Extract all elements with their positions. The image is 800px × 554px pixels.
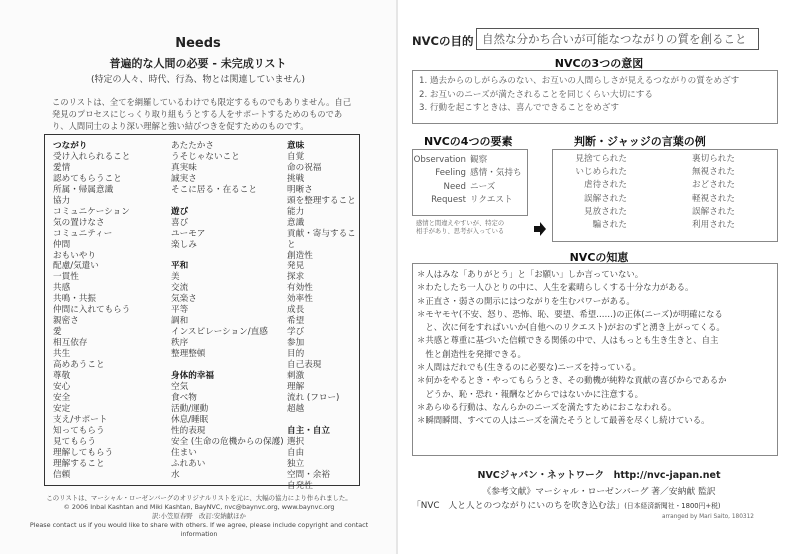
- network-footer: NVCジャパン・ネットワーク http://nvc-japan.net: [477, 470, 721, 481]
- needs-item: 信頼: [53, 469, 71, 480]
- needs-item: 尊敬: [53, 371, 71, 382]
- needs-item: 学び: [287, 327, 305, 338]
- needs-item: コミュニケーション: [53, 206, 130, 217]
- needs-item: 独立: [287, 458, 305, 469]
- needs-item: 愛情: [53, 162, 71, 173]
- element-ja: ニーズ: [470, 181, 496, 192]
- wisdom-line: ＊わたしたち一人ひとりの中に、人生を素晴らしくする十分な力がある。: [417, 282, 694, 293]
- needs-item: 秩序: [171, 338, 189, 349]
- needs-item: 発見: [287, 261, 305, 272]
- purpose-label: NVCの目的: [412, 34, 474, 48]
- nvc-page: [398, 0, 800, 554]
- needs-note: (特定の人々、時代、行為、物とは関連していません): [90, 75, 306, 85]
- judgment-column-left: [569, 153, 627, 232]
- judgment-column-right: [677, 153, 735, 232]
- needs-item: 選択: [287, 436, 305, 447]
- needs-item: 探求: [287, 272, 305, 283]
- needs-item: ユーモア: [171, 228, 206, 239]
- wisdom-line: ＊人はみな「ありがとう」と「お願い」しか言っていない。: [417, 269, 644, 279]
- element-en: Request: [431, 195, 466, 206]
- needs-category: つながり: [53, 141, 88, 151]
- needs-item: 認めてもらうこと: [53, 173, 122, 184]
- needs-item: 相互依存: [53, 338, 88, 349]
- wisdom-line: 性と創造性を発揮できる。: [417, 348, 526, 359]
- judgment-word: 見捨てられた: [575, 154, 627, 164]
- needs-item: 自由: [287, 447, 305, 458]
- needs-item: 希望: [287, 316, 305, 327]
- wisdom-title: NVCの知恵: [569, 251, 629, 264]
- needs-item: 安全: [53, 392, 71, 403]
- note-line: 感情と間違えやすいが、特定の: [416, 220, 505, 227]
- reference-publisher: (日本経済新聞社・1800円+税): [624, 502, 721, 510]
- needs-item: おもいやり: [53, 250, 96, 261]
- needs-list-box: [44, 134, 360, 491]
- intent-item: 3. 行動を起こすときは、喜んでできることをめざす: [419, 103, 619, 113]
- reference-book-title: 「NVC 人と人とのつながりにいのちを吹き込む法」: [412, 501, 625, 511]
- needs-item: ふれあい: [171, 458, 206, 469]
- needs-item: 貢献・寄与すること: [287, 228, 356, 250]
- needs-item: 安全 (生命の危機からの保護): [171, 436, 284, 447]
- wisdom-line: ＊何かをやるとき・やってもらうとき、その動機が純粋な貢献の喜びからであるか: [417, 375, 727, 386]
- needs-item: 参加: [287, 338, 305, 349]
- needs-item: 空間・余裕: [287, 469, 330, 480]
- needs-item: 空気: [171, 381, 189, 392]
- spacer: [171, 196, 284, 207]
- needs-footer-copyright: © 2006 Inbal Kashtan and Miki Kashtan, BayNVC, nvc@baynvc.org, www.baynvc.org: [63, 503, 335, 511]
- needs-item: 安心: [53, 381, 71, 392]
- needs-page: [0, 0, 396, 554]
- needs-item: 共鳴・共振: [53, 294, 96, 305]
- needs-item: 仲間: [53, 239, 71, 250]
- needs-item: 気の置けなさ: [53, 217, 105, 228]
- needs-footer-translator: 訳:小笠原春野 改訂:安納献ほか: [152, 512, 246, 520]
- arrow-right-icon: [534, 222, 546, 236]
- intent-title: NVCの3つの意図: [554, 57, 644, 70]
- arranged-by: arranged by Mari Saito, 180312: [661, 514, 754, 520]
- needs-item: 意識: [287, 217, 305, 228]
- judgment-word: 見放された: [584, 206, 627, 217]
- needs-item: 知ってもらう: [53, 425, 105, 436]
- needs-item: 理解: [287, 381, 305, 392]
- judgment-word: いじめられた: [575, 167, 627, 178]
- wisdom-line: ＊正直さ・弱さの開示にはつながりを生むパワーがある。: [417, 295, 635, 306]
- needs-item: 命の祝福: [287, 162, 322, 173]
- element-ja: 感情・気持ち: [470, 168, 522, 179]
- needs-item: インスピレーション/直感: [171, 327, 268, 338]
- needs-item: 頭を整理すること: [287, 195, 356, 206]
- needs-item: 理解すること: [53, 458, 105, 469]
- judgment-word: 誤解された: [584, 193, 627, 204]
- needs-item: 喜び: [171, 217, 189, 228]
- needs-item: 美: [171, 272, 180, 283]
- reference-title: [412, 498, 792, 511]
- needs-footer-credit: このリストは、マーシャル・ローゼンバーグのオリジナルリストを元に、大幅の協力により作られました。: [46, 494, 352, 502]
- needs-item: 協力: [53, 195, 71, 206]
- needs-item: 支え/サポート: [53, 414, 108, 425]
- needs-category: 身体的幸福: [171, 370, 214, 381]
- needs-item: 住まい: [171, 447, 197, 458]
- four-element-row: [413, 181, 527, 194]
- needs-item: 見てもらう: [53, 436, 96, 447]
- purpose-box: 自然な分かち合いが可能なつながりの質を創ること: [476, 28, 759, 50]
- wisdom-line: ＊共感と尊重に基づいた信頼できる関係の中で、人はもっとも生き生きと、自主: [417, 335, 719, 346]
- reference-author: 《参考文献》マーシャル・ローゼンバーグ 著／安納献 監訳: [482, 487, 716, 497]
- needs-item: 挑戦: [287, 173, 305, 184]
- four-elements-box: [412, 149, 528, 216]
- judgment-word: 利用された: [692, 220, 735, 231]
- wisdom-line: と、次に何をすればいいか(自他へのリクエスト)がおのずと湧き上がってくる。: [417, 322, 725, 333]
- needs-title: Needs: [175, 36, 221, 51]
- four-elements-title: NVCの4つの要素: [424, 135, 513, 148]
- needs-item: コミュニティー: [53, 228, 113, 239]
- wisdom-line: ＊あらゆる行動は、なんらかのニーズを満たすためにおこなわれる。: [417, 401, 677, 412]
- four-element-row: [413, 167, 527, 180]
- needs-item: 明晰さ: [287, 184, 313, 195]
- needs-item: 一貫性: [53, 272, 79, 283]
- needs-item: 所属・帰属意識: [53, 184, 114, 195]
- needs-column-1: [53, 141, 130, 481]
- needs-item: うそじゃないこと: [171, 151, 240, 162]
- needs-item: 安定: [53, 403, 71, 414]
- needs-item: あたたかさ: [171, 141, 214, 151]
- intent-box: [412, 70, 778, 124]
- judgment-box: [552, 149, 778, 242]
- needs-item: 休息/睡眠: [171, 414, 209, 425]
- wisdom-line: ＊瞬間瞬間、すべての人はニーズを満たそうとして最善を尽くし続けている。: [417, 415, 710, 426]
- needs-subtitle: 普遍的な人間の必要 - 未完成リスト: [109, 57, 287, 70]
- needs-description: [52, 96, 362, 132]
- needs-item: 整理整頓: [171, 349, 206, 360]
- needs-item: 親密さ: [53, 316, 79, 327]
- element-ja: 観察: [470, 155, 488, 165]
- spacer: [171, 251, 284, 262]
- needs-item: 有効性: [287, 283, 313, 294]
- needs-item: 目的: [287, 349, 305, 360]
- needs-item: 活動/運動: [171, 403, 209, 414]
- needs-description-line: このリストは、全てを網羅しているわけでも限定するものでもありません。自己: [52, 97, 352, 107]
- needs-item: 流れ (フロー): [287, 392, 340, 403]
- judgment-word: 虐待された: [584, 180, 627, 191]
- needs-item: 気楽さ: [171, 294, 197, 305]
- needs-item: 自己表現: [287, 360, 322, 371]
- needs-item: 愛: [53, 327, 62, 338]
- needs-item: 能力: [287, 206, 305, 217]
- needs-item: 創造性: [287, 250, 313, 261]
- element-en: Feeling: [435, 168, 466, 179]
- needs-category: 意味: [287, 141, 305, 151]
- spacer: [287, 415, 359, 426]
- needs-item: 真実味: [171, 162, 197, 173]
- needs-item: 効率性: [287, 294, 313, 305]
- needs-item: 楽しみ: [171, 239, 197, 250]
- judgment-word: おどされた: [692, 180, 735, 191]
- judgment-word: 騙された: [592, 220, 627, 231]
- wisdom-line: ＊モヤモヤ(不安、怒り、恐怖、恥、要望、希望……)の正体(ニーズ)が明確になる: [417, 308, 723, 319]
- needs-footer-contact: Please contact us if you would like to share with others. If we agree, please include copyright and contact information: [29, 521, 369, 538]
- needs-item: 刺激: [287, 371, 305, 382]
- element-en: Need: [443, 181, 466, 192]
- wisdom-line: ＊人間はだれでも(生きるのに必要な)ニーズを持っている。: [417, 362, 641, 373]
- needs-item: 高めあうこと: [53, 360, 105, 371]
- note-line: 相手があり、思考が入っている: [416, 228, 505, 235]
- needs-item: 配慮/気遣い: [53, 261, 99, 272]
- needs-category: 平和: [171, 261, 189, 272]
- needs-description-line: 発見のプロセスにじっくり取り組もうとする人をサポートするためのものであ: [52, 109, 343, 119]
- needs-item: 調和: [171, 316, 189, 327]
- element-en: Observation: [413, 155, 466, 165]
- element-ja: リクエスト: [470, 195, 513, 206]
- needs-item: 誠実さ: [171, 173, 197, 184]
- four-element-row: [413, 194, 527, 207]
- needs-item: 自覚: [287, 151, 305, 162]
- needs-item: 水: [171, 469, 180, 480]
- wisdom-line: どうか、恥・恐れ・報酬などからではないかに注意する。: [417, 388, 644, 399]
- needs-category: 遊び: [171, 206, 189, 217]
- needs-item: 仲間に入れてもらう: [53, 305, 131, 316]
- needs-item: 成長: [287, 305, 305, 316]
- intent-item: 1. 過去からのしがらみのない、お互いの人間らしさが見えるつながりの質をめざす: [419, 76, 740, 86]
- needs-item: 性的表現: [171, 425, 206, 436]
- needs-item: 共感: [53, 283, 71, 294]
- needs-item: 自発性: [287, 480, 313, 491]
- wisdom-box: [412, 263, 778, 456]
- judgment-word: 裏切られた: [692, 154, 735, 164]
- needs-item: 理解してもらう: [53, 447, 114, 458]
- needs-category: 自主・自立: [287, 425, 330, 436]
- spacer: [171, 360, 284, 371]
- needs-item: そこに居る・在ること: [171, 184, 257, 195]
- needs-item: 交流: [171, 283, 189, 294]
- needs-description-line: り、人間同士のより深い理解と強い結びつきを促すためのものです。: [52, 121, 309, 131]
- judgment-word: 誤解された: [692, 206, 735, 217]
- needs-item: 食べ物: [171, 392, 197, 403]
- needs-item: 受け入れられること: [53, 151, 131, 162]
- judgment-word: 無視された: [692, 167, 735, 178]
- needs-item: 平等: [171, 305, 189, 316]
- needs-column-3: [287, 141, 359, 491]
- intent-item: 2. お互いのニーズが満たされることを同じくらい大切にする: [419, 89, 653, 100]
- needs-item: 共生: [53, 349, 71, 360]
- needs-column-2: [171, 141, 284, 481]
- judgment-title: 判断・ジャッジの言葉の例: [574, 135, 706, 148]
- needs-item: 超越: [287, 403, 305, 414]
- four-element-row: [413, 154, 527, 167]
- four-elements-note: [412, 220, 528, 236]
- judgment-word: 軽視された: [692, 193, 735, 204]
